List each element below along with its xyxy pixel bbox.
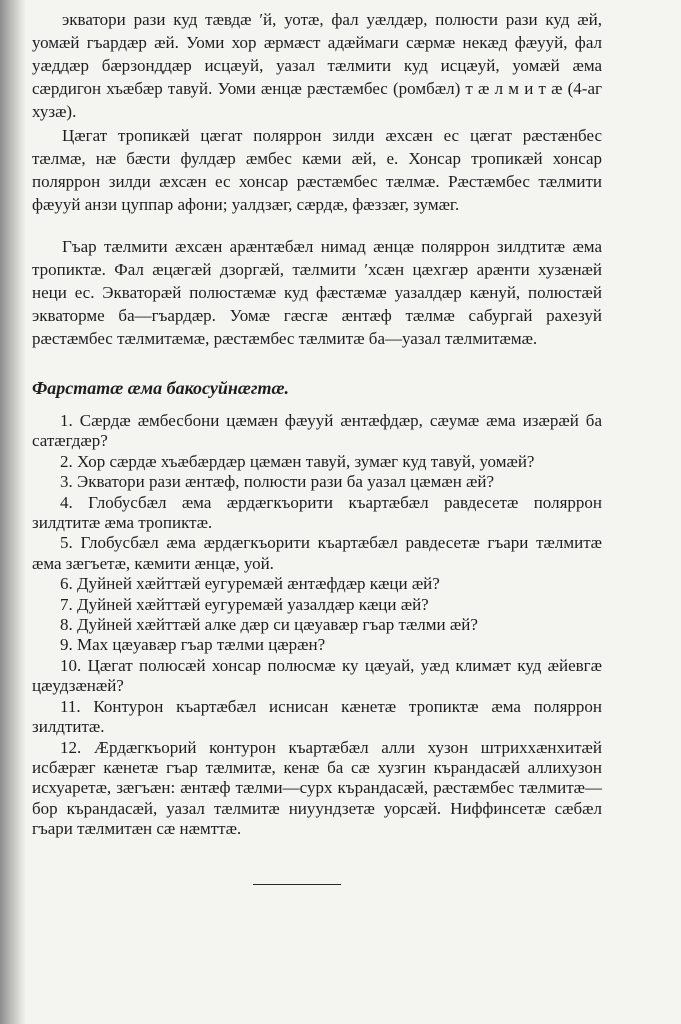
- section-heading: Фарстатæ æма бакосуйнæгтæ.: [32, 378, 290, 398]
- paragraph-text: Цæгат тропикæй цæгат поляррон зилди æхсæн ес цæгат рæстæнбес тæлмæ, нæ бæсти фулдæр æмбес кæми æй, е. Хонсар тропикæй хонсар поляррон зилди æхсæн ес хонсар рæстæмбес тæлмæ. Рæстæмбес тæлмити фæууй анзи цуппар афони; уалдзæг, сæрдæ, фæззæг, зумæг.: [32, 126, 602, 214]
- question-item: 5. Глобусбæл æма æрдæгкъорити къартæбæл равдесетæ гъари тæлмитæ æма зæгъетæ, кæмити æнцæ, уой.: [32, 533, 602, 573]
- question-list: [32, 411, 602, 840]
- end-divider: [253, 884, 341, 885]
- question-item: 9. Мах цæуавæр гъар тæлми цæрæн?: [60, 635, 326, 655]
- question-item: 4. Глобусбæл æма æрдæгкъорити къартæбæл равдесетæ поляррон зилдтитæ æма тропиктæ.: [32, 492, 602, 533]
- question-item: 6. Дуйней хæйттæй еугуремæй æнтæфдæр кæци æй?: [60, 574, 440, 594]
- body-paragraph: [32, 124, 602, 216]
- question-item: 2. Хор сæрдæ хъæбæрдæр цæмæн тавуй, зумæг куд тавуй, уомæй?: [60, 451, 535, 471]
- body-paragraph: [32, 8, 602, 123]
- question-item: 3. Экватори рази æнтæф, полюсти рази ба уазал цæмæн æй?: [60, 472, 495, 492]
- question-item: 7. Дуйней хæйттæй еугуремæй уазалдæр кæци æй?: [60, 594, 429, 614]
- question-item: 10. Цæгат полюсæй хонсар полюсмæ ку цæуай, уæд климæт куд æйевгæ цæудзæнæй?: [32, 655, 602, 696]
- body-paragraph: [32, 235, 602, 350]
- page-edge-shadow: [0, 0, 26, 1024]
- question-item: 8. Дуйней хæйттæй алке дæр си цæуавæр гъар тæлми æй?: [60, 615, 478, 635]
- question-item: 12. Æрдæгкъорий контурон къартæбæл алли хузон штриххæнхитæй исбæрæг кæнетæ гъар тæлмитæ, кенæ ба сæ хузгин кърандасæй аллихузон исхуаретæ, зæгъæн: æнтæф тæлми—сурх кърандасæй, рæстæмбес тæлмитæ—бор кърандасæй, уазал тæлмитæ ниуундзетæ уорсæй. Ниффинсетæ сæбæл гъари тæлмитæн сæ нæмттæ.: [32, 737, 602, 839]
- question-item: 1. Сæрдæ æмбесбони цæмæн фæууй æнтæфдæр, сæумæ æма изæрæй ба сатæгдæр?: [32, 411, 602, 451]
- paragraph-text: Гъар тæлмити æхсæн арæнтæбæл нимад æнцæ поляррон зилдтитæ æма тропиктæ. Фал æцæгæй дзоргæй, тæлмити ʹхсæн цæхгæр арæнти хузæнæй неци ес. Экваторæй полюстæмæ куд фæстæмæ уазалдæр кæнуй, полюстæй экваторме ба—гъардæр. Уомæ гæсгæ æнтæф тæлмæ сабургай рахезуй рæстæмбес тæлмитæмæ, рæстæмбес тæлмитæ ба—уазал тæлмитæмæ.: [32, 237, 602, 348]
- question-item: 11. Контурон къартæбæл иснисан кæнетæ тропиктæ æма поляррон зилдтитæ.: [32, 696, 602, 737]
- paragraph-text: экватори рази куд тæвдæ ʹй, уотæ, фал уæлдæр, полюсти рази куд æй, уомæй гъардæр æй. Уоми хор æрмæст адæймаги сæрмæ некæд фæууй, фал уæддæр бæрзонддæр исцæуй, уазал тæлмити куд исцæуй, уомæй æма сæрдигон хъæбæр тавуй. Уоми æнцæ рæстæмбес (ромбæл) т æ л м и т æ (4-аг хузæ).: [32, 10, 602, 121]
